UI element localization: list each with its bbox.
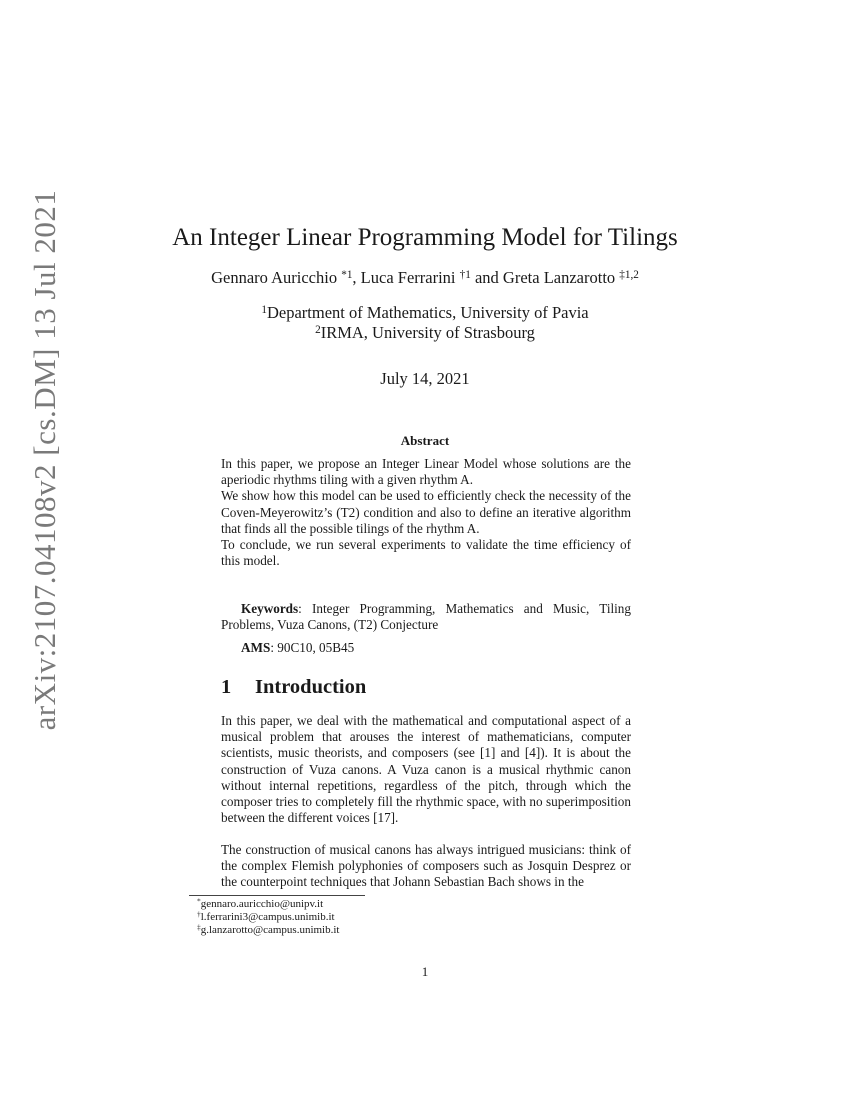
author-name: Gennaro Auricchio — [211, 268, 338, 287]
footnote — [197, 898, 323, 910]
footnote — [197, 911, 335, 923]
footnote-mark: * — [197, 896, 201, 906]
footnote-text: g.lanzarotto@campus.unimib.it — [200, 924, 340, 936]
author-mark: *1 — [341, 268, 353, 281]
author-separator: and — [474, 268, 499, 287]
abstract-heading: Abstract — [400, 433, 450, 448]
affiliation-text: Department of Mathematics, University of Pavia — [266, 303, 589, 322]
arxiv-identifier-stamp: arXiv:2107.04108v2 [cs.DM] 13 Jul 2021 — [27, 189, 62, 731]
footnote-mark: † — [197, 909, 201, 919]
publication-date: July 14, 2021 — [380, 369, 470, 388]
footnote-text: gennaro.auricchio@unipv.it — [200, 898, 324, 910]
footnote-text: l.ferrarini3@campus.unimib.it — [200, 911, 335, 923]
section-heading — [221, 676, 366, 699]
section-number: 1 — [221, 676, 232, 698]
keywords-label: Keywords — [241, 601, 299, 616]
abstract-paragraph: To conclude, we run several experiments to validate the time efficiency of this model. — [221, 537, 631, 569]
keywords-text: : Integer Programming, Mathematics and Music, Tiling Problems, Vuza Canons, (T2) Conjecture — [221, 601, 631, 633]
author-mark: †1 — [459, 268, 471, 281]
footnote — [197, 924, 339, 936]
footnote-rule — [189, 895, 365, 896]
body-paragraph: In this paper, we deal with the mathematical and computational aspect of a musical problem that arouses the interest of mathematicians, computer scientists, music theorists, and composers (see [1] and [4]). It is about the construction of Vuza canons. A Vuza canon is a musical rhythmic canon without internal repetitions, regardless of the pitch, through which the composer tries to completely fill the rhythmic space, with no superimposition between the different voices [17]. — [221, 713, 631, 826]
abstract-body — [221, 456, 631, 569]
author-mark: ‡1,2 — [619, 268, 639, 281]
author-list — [0, 268, 850, 288]
ams-label: AMS — [241, 640, 271, 655]
page-number: 1 — [421, 964, 429, 979]
keywords-line — [221, 601, 631, 633]
footnote-mark: ‡ — [197, 922, 201, 932]
affiliation-text: IRMA, University of Strasbourg — [320, 323, 535, 342]
paper-title: An Integer Linear Programming Model for Tilings — [172, 224, 678, 251]
author-separator: , — [352, 268, 357, 287]
affiliation-line — [0, 303, 850, 323]
author-name: Luca Ferrarini — [360, 268, 456, 287]
author-name: Greta Lanzarotto — [502, 268, 616, 287]
abstract-paragraph: We show how this model can be used to efficiently check the necessity of the Coven-Meyerowitz’s (T2) condition and also to define an iterative algorithm that finds all the possible tilings of the rhythm A. — [221, 488, 631, 536]
affiliation-line — [0, 323, 850, 343]
body-paragraph: The construction of musical canons has always intrigued musicians: think of the complex Flemish polyphonies of composers such as Josquin Desprez or the counterpoint techniques that Johann Sebastian Bach shows in the — [221, 842, 631, 890]
ams-line — [241, 640, 354, 656]
ams-text: : 90C10, 05B45 — [270, 640, 355, 655]
affiliation-number: 2 — [315, 323, 321, 336]
abstract-paragraph: In this paper, we propose an Integer Linear Model whose solutions are the aperiodic rhythms tiling with a given rhythm A. — [221, 456, 631, 488]
section-title: Introduction — [255, 676, 367, 698]
affiliation-number: 1 — [261, 303, 267, 316]
